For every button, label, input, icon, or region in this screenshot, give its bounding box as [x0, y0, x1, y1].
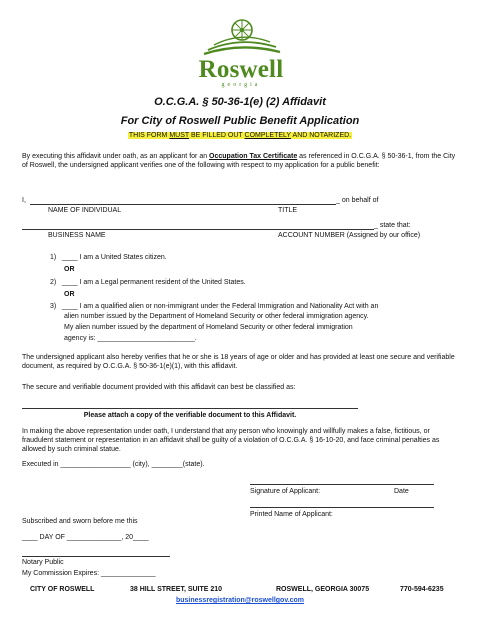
commission-expires-line[interactable]: My Commission Expires: ______________ [22, 570, 156, 577]
option-1-number: 1) [50, 254, 57, 261]
form-subtitle: For City of Roswell Public Benefit Application [120, 115, 360, 127]
label-date: Date [394, 488, 409, 495]
executed-in-line[interactable]: Executed in __________________ (city), ________(state). [22, 461, 205, 468]
label-business-name: BUSINESS NAME [48, 232, 106, 239]
footer-org: CITY OF ROSWELL [30, 586, 95, 593]
label-account-number: ACCOUNT NUMBER (Assigned by our office) [278, 232, 421, 239]
secure-document-paragraph: The secure and verifiable document provided with this affidavit can best be classified as: [22, 384, 296, 391]
occupation-tax-term: Occupation Tax Certificate [209, 153, 298, 160]
logo-wordmark: Roswell [198, 56, 284, 83]
option-3-line-4: agency is: _________________________. [64, 335, 197, 342]
footer-email-link[interactable]: businessregistration@roswellgov.com [175, 597, 305, 604]
logo-subtitle: georgia [221, 82, 261, 88]
business-account-fill-line[interactable] [22, 229, 374, 230]
label-signature-of-applicant: Signature of Applicant: [250, 488, 321, 495]
option-3-number: 3) [50, 303, 57, 310]
age-verification-paragraph: The undersigned applicant also hereby verifies that he or she is 18 years of age or older and has provided at least one secure and verifiable document, as required by O.C.G.A. § 50-36-1(e)(1), with this affidavit. [22, 354, 455, 370]
or-label-1: OR [64, 266, 75, 273]
option-3-line-3: My alien number issued by the department of Homeland Security or other federal immigration [64, 324, 353, 331]
label-printed-name: Printed Name of Applicant: [250, 511, 333, 518]
footer-phone: 770-594-6235 [400, 586, 444, 593]
notarize-notice: THIS FORM MUST BE FILLED OUT COMPLETELY AND NOTARIZED. [128, 132, 352, 139]
intro-paragraph: By executing this affidavit under oath, as an applicant for an Occupation Tax Certificate as referenced in O.C.G.A. § 50-36-1, from the City of Roswell, the undersigned applicant verifies one of the following with respect to my application for a public benefit: [22, 153, 456, 169]
option-3-line-2: alien number issued by the Department of Homeland Security or other federal immigration agency. [64, 313, 369, 320]
label-name-of-individual: NAME OF INDIVIDUAL [48, 207, 122, 214]
option-2-permanent-resident[interactable]: ____ I am a Legal permanent resident of the United States. [62, 279, 246, 286]
applicant-signature-line[interactable] [250, 484, 434, 485]
footer-address: 38 HILL STREET, SUITE 210 [130, 586, 223, 593]
city-emblem-icon [196, 16, 286, 60]
or-label-2: OR [64, 291, 75, 298]
name-title-fill-line[interactable] [30, 204, 336, 205]
attach-document-note: Please attach a copy of the verifiable document to this Affidavit. [83, 412, 297, 419]
line-on-behalf-of: _ on behalf of [336, 197, 379, 204]
printed-name-line[interactable] [250, 507, 434, 508]
false-statement-paragraph: In making the above representation under oath, I understand that any person who knowingly and willfully makes a false, fictitious, or fraudulent statement or representation in an affidavit shall be guilty of a violation of O.C.G.A. § 16-10-20, and face criminal penalties as allowed by such criminal statue. [22, 428, 440, 453]
option-3-line-1[interactable]: ____ I am a qualified alien or non-immigrant under the Federal Immigration and Nationality Act with an [62, 303, 379, 310]
line-state-that: _ state that: [374, 222, 411, 229]
label-title: TITLE [278, 207, 298, 214]
footer-city: ROSWELL, GEORGIA 30075 [276, 586, 370, 593]
form-title: O.C.G.A. § 50-36-1(e) (2) Affidavit [154, 96, 326, 108]
option-1-us-citizen[interactable]: ____ I am a United States citizen. [62, 254, 167, 261]
document-classification-line[interactable] [22, 408, 358, 409]
option-2-number: 2) [50, 279, 57, 286]
line-i-prefix: I, [22, 197, 26, 204]
subscribed-sworn-text: Subscribed and sworn before me this [22, 518, 138, 525]
notary-signature-line[interactable] [22, 556, 170, 557]
day-of-line[interactable]: ____ DAY OF ______________, 20____ [22, 534, 149, 541]
roswell-logo [196, 16, 286, 88]
label-notary-public: Notary Public [22, 559, 64, 566]
